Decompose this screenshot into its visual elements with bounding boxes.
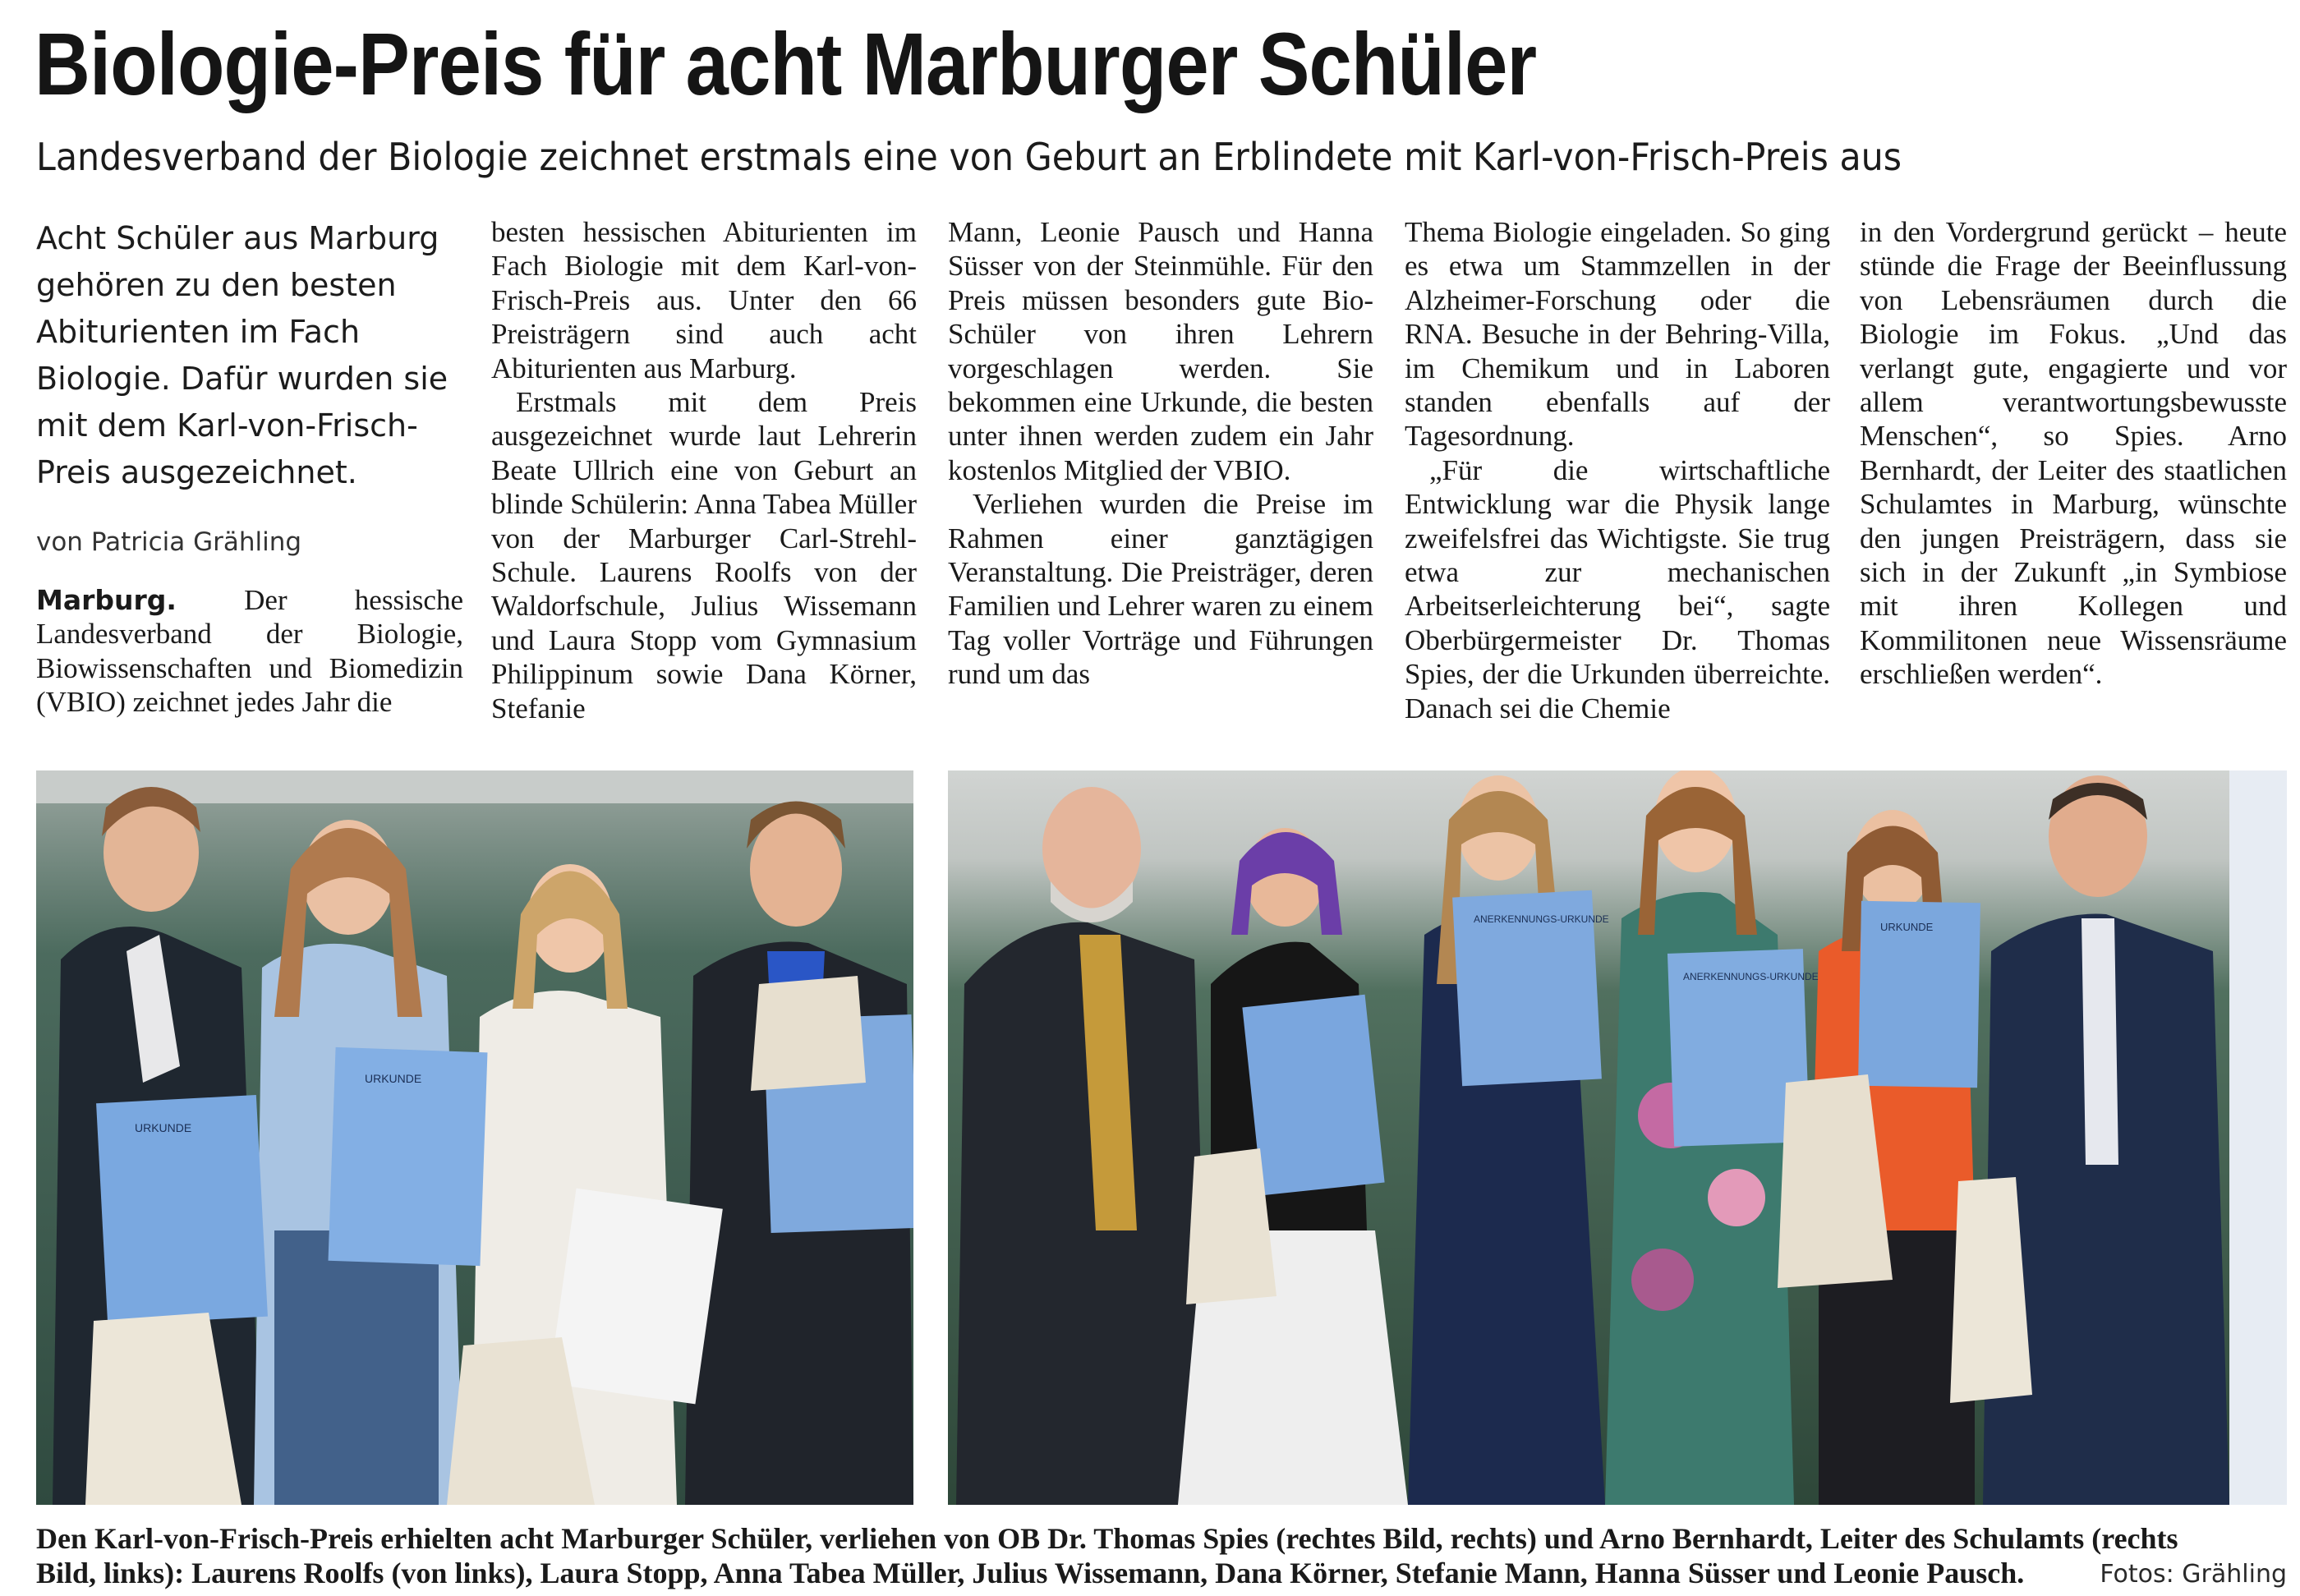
certificate	[96, 1095, 268, 1325]
caption-line: Den Karl-von-Frisch-Preis erhielten acht Marburger Schüler, verliehen von OB Dr. Thomas Spies (rechtes Bild, rechts) und Arno Bernhardt, Leiter des Schulamts (rechts	[36, 1522, 2178, 1555]
photo-right	[948, 770, 2287, 1505]
article-column-5	[1860, 215, 2287, 741]
article-column-4	[1405, 215, 1830, 741]
article-body-start	[36, 583, 463, 720]
byline: von Patricia Grähling	[36, 527, 302, 557]
certificate-label: URKUNDE	[1880, 921, 1934, 933]
body-paragraph: in den Vordergrund gerückt – heute stünde die Frage der Beeinflussung von Lebensräumen durch die Biologie im Fokus. „Und das verlangt gute, engagierte und vor allem verantwortungsbewusste Menschen“, so Spies. Arno Bernhardt, der Leiter des staatlichen Schulamtes in Marburg, wünschte den jungen Preisträgern, dass sie sich in der Zukunft „in Symbiose mit ihren Kollegen und Kommilitonen neue Wissensräume erschließen werden“.	[1860, 216, 2287, 691]
caption-line: Bild, links): Laurens Roolfs (von links), Laura Stopp, Anna Tabea Müller, Julius Wissemann, Dana Körner, Stefanie Mann, Hanna Süsser und Leonie Pausch.	[36, 1557, 2025, 1589]
certificate	[329, 1047, 488, 1266]
photo-left-illustration	[36, 770, 913, 1505]
article-column-1	[36, 215, 463, 741]
certificate-label: URKUNDE	[135, 1121, 192, 1134]
article-column-2	[491, 215, 917, 741]
subheadline: Landesverband der Biologie zeichnet erstmals eine von Geburt an Erblindete mit Karl-von-Frisch-Preis aus	[36, 135, 1902, 179]
headline: Biologie-Preis für acht Marburger Schüler	[34, 14, 1537, 113]
photo-credit: Fotos: Grähling	[2100, 1560, 2287, 1589]
body-text: Der hessische Landesverband der Biologie, Biowissenschaften und Biomedizin (VBIO) zeichnet jedes Jahr die	[36, 584, 463, 719]
article-lead: Acht Schüler aus Marburg gehören zu den besten Abiturienten im Fach Biologie. Dafür wurden sie mit dem Karl-von-Frisch-Preis ausgezeichnet.	[36, 220, 448, 490]
body-paragraph: „Für die wirtschaftliche Entwicklung war die Physik lange zweifelsfrei das Wichtigste. Sie trug etwa zur mechanischen Arbeitserleichterung bei“, sagte Oberbürgermeister Dr. Thomas Spies, der die Urkunden überreichte. Danach sei die Chemie	[1405, 453, 1830, 724]
tote-bag	[751, 976, 866, 1091]
certificate-label: ANERKENNUNGS-URKUNDE	[1474, 913, 1609, 925]
body-paragraph: Mann, Leonie Pausch und Hanna Süsser von der Steinmühle. Für den Preis müssen besonders gute Bio-Schüler von ihren Lehrern vorgeschlagen werden. Sie bekommen eine Urkunde, die besten unter ihnen werden zudem ein Jahr kostenlos Mitglied der VBIO.	[948, 216, 1373, 486]
paper-sheet	[549, 1189, 723, 1405]
photo-left	[36, 770, 913, 1505]
certificate-label: ANERKENNUNGS-URKUNDE	[1683, 971, 1819, 982]
body-paragraph: Verliehen wurden die Preise im Rahmen einer ganztägigen Veranstaltung. Die Preisträger, deren Familien und Lehrer waren zu einem Tag voller Vorträge und Führungen rund um das	[948, 488, 1373, 691]
photo-right-illustration	[948, 770, 2287, 1505]
body-paragraph: Erstmals mit dem Preis ausgezeichnet wurde laut Lehrerin Beate Ullrich eine von Geburt an blinde Schülerin: Anna Tabea Müller von der Marburger Carl-Strehl-Schule. Laurens Roolfs von der Waldorfschule, Julius Wissemann und Laura Stopp vom Gymnasium Philippinum sowie Dana Körner, Stefanie	[491, 386, 917, 724]
dateline: Marburg.	[36, 584, 177, 616]
certificate	[1242, 995, 1384, 1195]
certificate	[1452, 890, 1609, 1087]
certificate	[1858, 901, 1980, 1088]
certificate-label: URKUNDE	[365, 1072, 422, 1085]
photo-caption	[36, 1521, 2287, 1590]
body-paragraph: Thema Biologie eingeladen. So ging es etwa um Stammzellen in der Alzheimer-Forschung oder die RNA. Besuche in der Behring-Villa, im Chemikum und in Laboren standen ebenfalls auf der Tagesordnung.	[1405, 216, 1830, 453]
body-paragraph: besten hessischen Abiturienten im Fach Biologie mit dem Karl-von-Frisch-Preis aus. Unter den 66 Preisträgern sind auch acht Abiturienten aus Marburg.	[491, 216, 917, 384]
article-column-3	[948, 215, 1373, 741]
